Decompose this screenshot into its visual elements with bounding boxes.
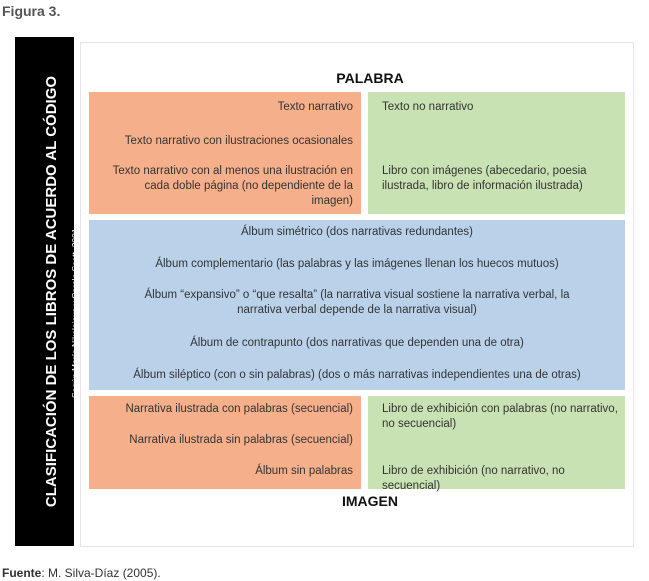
list-item: Álbum complementario (las palabras y las imágenes llenan los huecos mutuos)	[155, 258, 559, 270]
list-item: Texto narrativo con al menos una ilustración en cada doble página (no dependiente de la imagen)	[112, 165, 353, 207]
source-label: Fuente	[2, 566, 42, 580]
box-bottom-left	[89, 396, 361, 489]
sidebar-title-panel	[15, 37, 80, 546]
list-item: Libro de exhibición con palabras (no narrativo, no secuencial)	[382, 403, 618, 430]
source-text: : M. Silva-Díaz (2005).	[41, 566, 161, 580]
box-top-left	[89, 92, 361, 214]
list-item: Texto narrativo con ilustraciones ocasionales	[124, 135, 353, 147]
list-item: Álbum simétrico (dos narrativas redundantes)	[240, 226, 474, 238]
list-item: Álbum sin palabras	[255, 465, 353, 477]
sidebar-title: CLASIFICACIÓN DE LOS LIBROS DE ACUERDO AL CÓDIGO	[43, 75, 60, 508]
source-caption	[2, 566, 161, 580]
figure-label: Figura 3.	[2, 3, 61, 19]
list-item: Álbum siléptico (con o sin palabras) (dos o más narrativas independientes una de otras)	[133, 369, 581, 381]
list-item: Álbum “expansivo” o “que resalta” (la narrativa visual sostiene la narrativa verbal, la narrativa verbal depende de la narrativa visual)	[144, 289, 570, 316]
list-item: Álbum de contrapunto (dos narrativas que dependen una de otra)	[190, 337, 524, 349]
list-item: Narrativa ilustrada con palabras (secuencial)	[125, 403, 353, 415]
list-item: Texto narrativo	[277, 101, 353, 113]
list-item: Libro con imágenes (abecedario, poesia ilustrada, libro de información ilustrada)	[382, 165, 587, 192]
list-item: Libro de exhibición (no narrativo, no secuencial)	[382, 465, 565, 492]
list-item: Texto no narrativo	[382, 101, 474, 113]
box-top-right	[368, 92, 625, 214]
sidebar-subtitle: Según María Nikolajeva y Carole Scott, 2001.	[70, 226, 80, 398]
box-middle	[89, 220, 625, 390]
list-item: Narrativa ilustrada sin palabras (secuencial)	[129, 434, 353, 446]
box-bottom-right	[368, 396, 625, 492]
axis-label-palabra: PALABRA	[336, 70, 404, 86]
axis-label-imagen: IMAGEN	[342, 493, 398, 509]
